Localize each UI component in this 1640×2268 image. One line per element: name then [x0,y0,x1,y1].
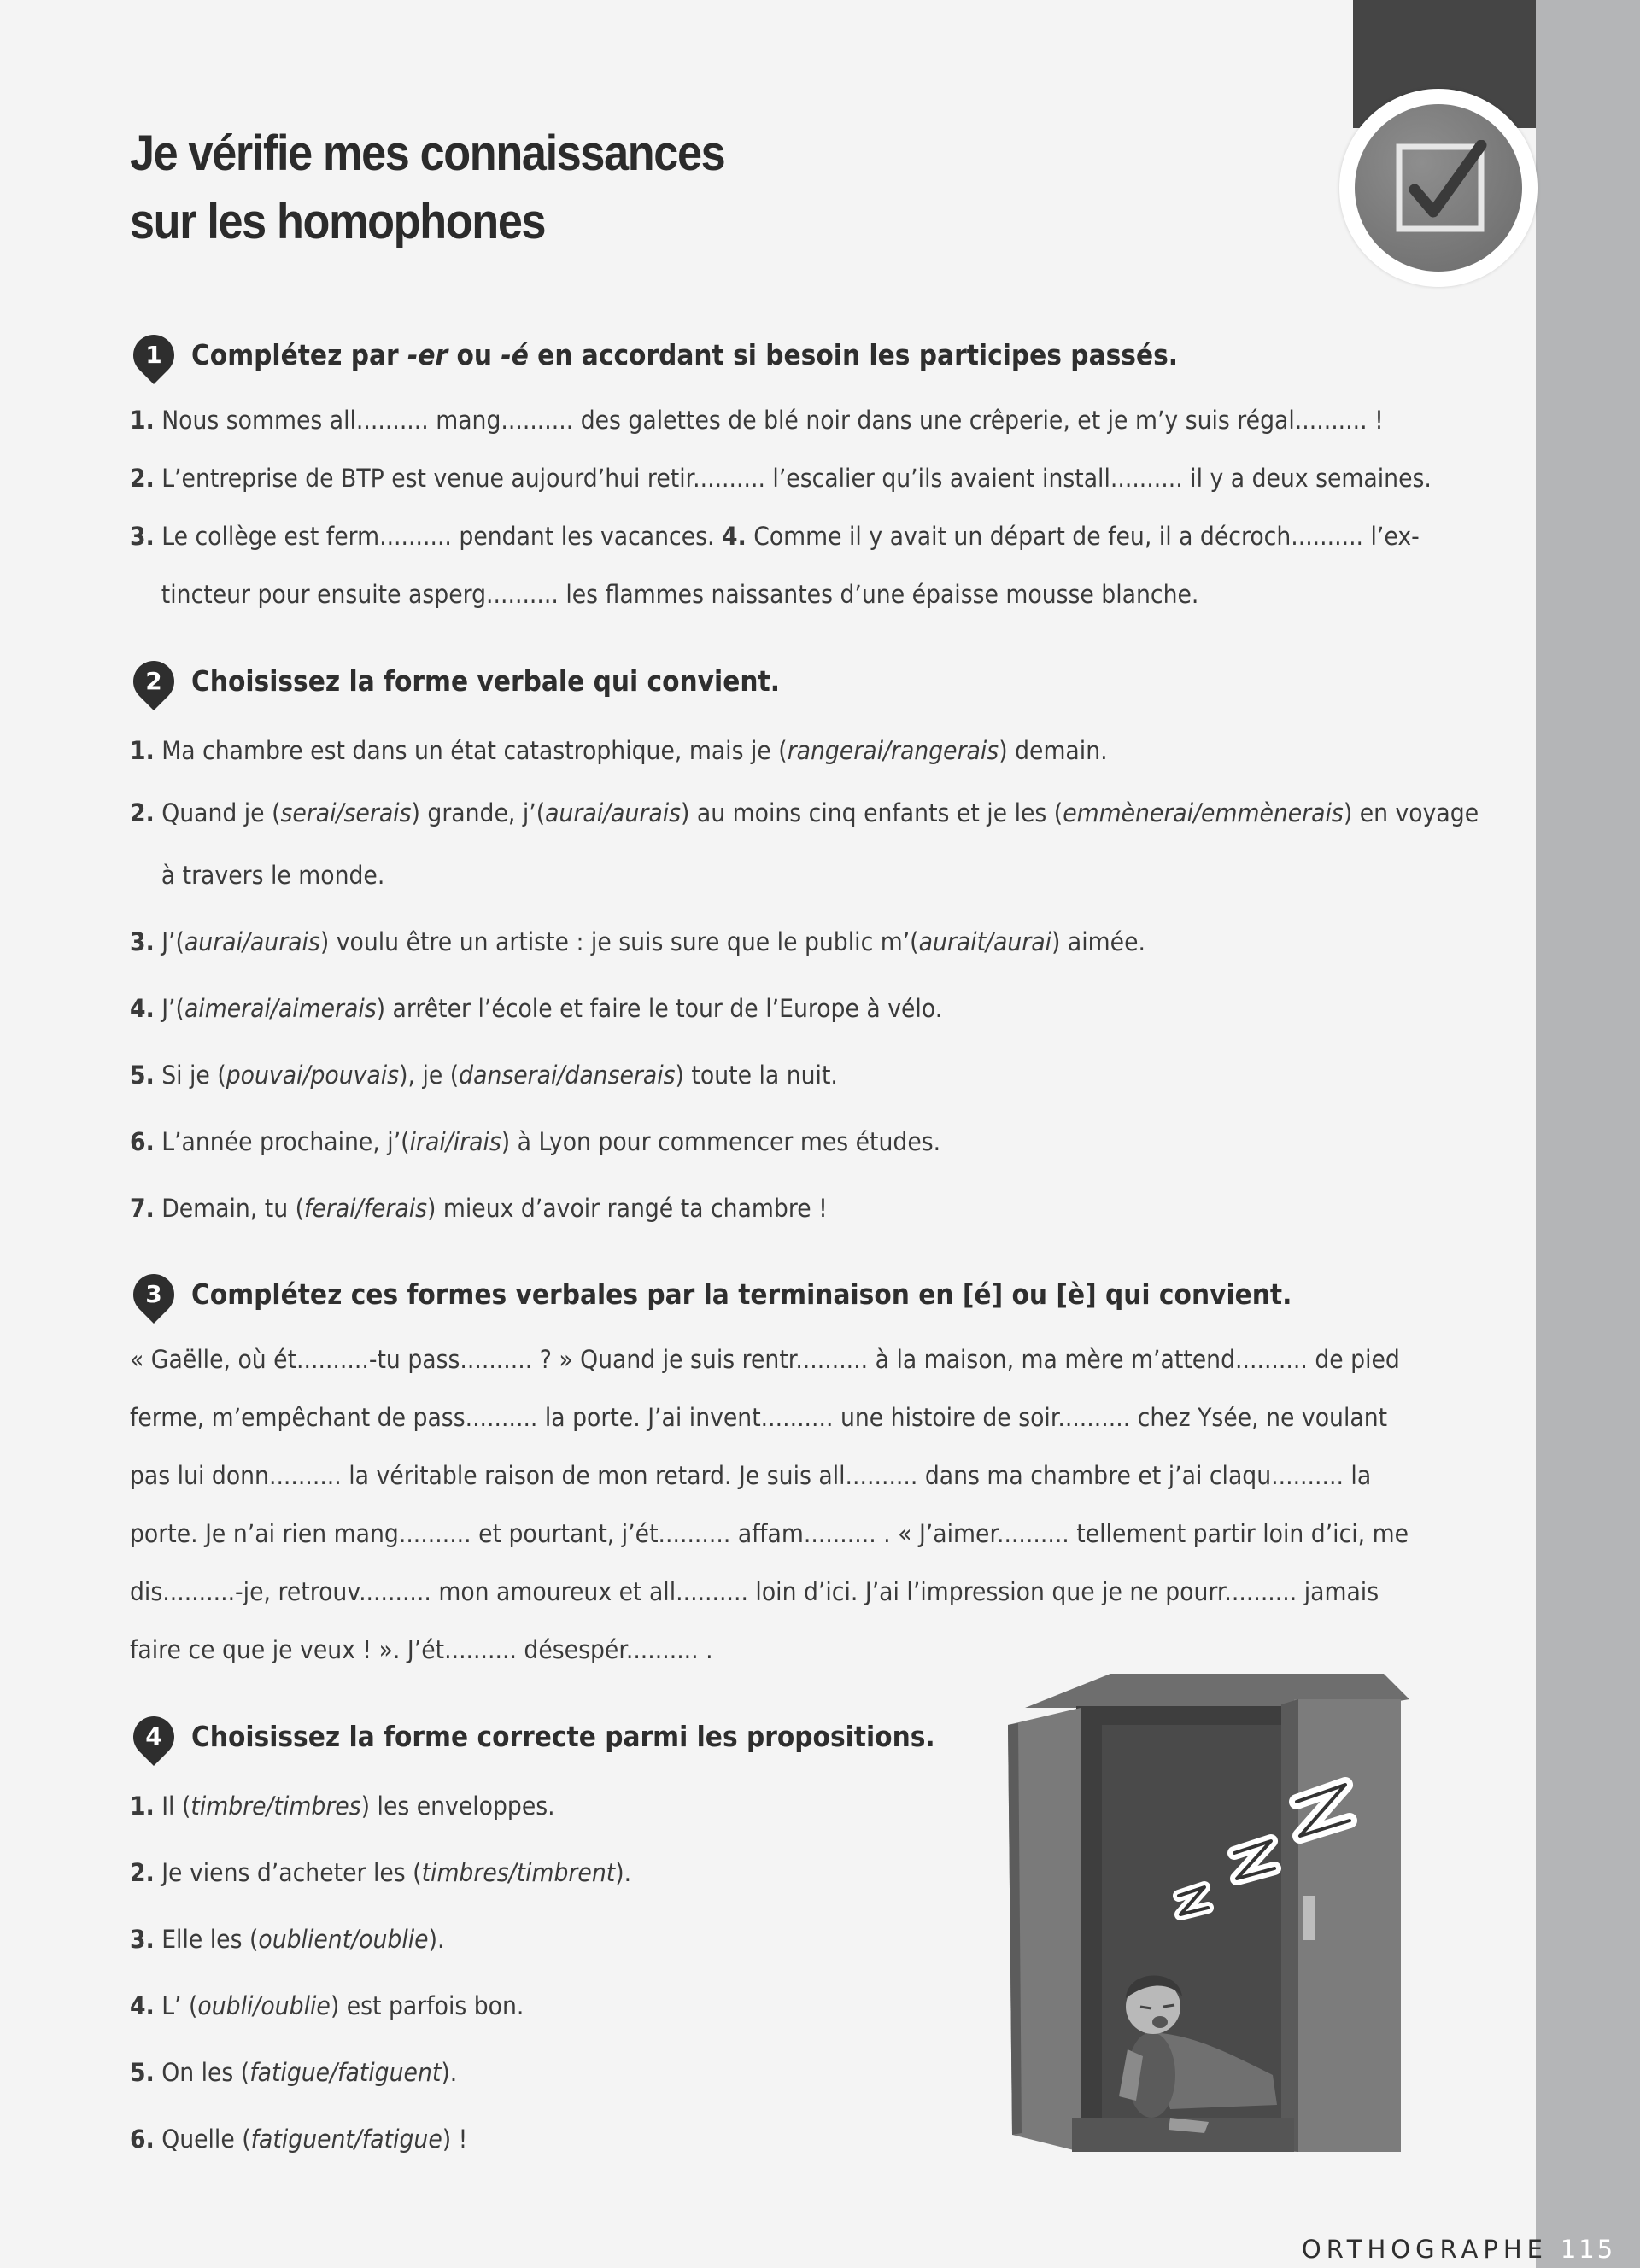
exercise-4-item-1: 1. Il (timbre/timbres) les enveloppes. [130,1792,555,1821]
exercise-3-text-line: dis..........-je, retrouv.......... mon amoureux et all.......... loin d’ici. J’ai l’impression que je ne pourr.......... jamais [130,1577,1379,1606]
exercise-1-item-2: 2. L’entreprise de BTP est venue aujourd’hui retir.......... l’escalier qu’ils avaient install.......... il y a deux semaines. [130,464,1432,493]
page-number: 115 [1560,2235,1616,2264]
page-sidebar [1536,0,1640,2268]
page-title-line-1: Je vérifie mes connaissances [130,126,725,181]
exercise-1-heading [130,331,1493,391]
exercise-2-item-6: 6. L’année prochaine, j’(irai/irais) à Lyon pour commencer mes études. [130,1127,941,1156]
exercise-3-title: Complétez ces formes verbales par la terminaison en [é] ou [è] qui convient. [191,1277,1292,1311]
page-title [130,120,1052,256]
checkmark-badge [1339,89,1538,287]
exercise-2-item-5: 5. Si je (pouvai/pouvais), je (danserai/danserais) toute la nuit. [130,1061,838,1090]
exercise-2-heading [130,658,1493,717]
exercise-number-marker: 4 [125,1708,183,1766]
page-title-line-2: sur les homophones [130,194,546,249]
exercise-1 [130,331,1493,623]
exercise-4-item-4: 4. L’ (oubli/oublie) est parfois bon. [130,1991,524,2020]
exercise-2 [130,658,1493,1242]
exercise-number-marker: 2 [125,652,183,710]
exercise-3-text-line: faire ce que je veux ! ». J’ét.......... désespér.......... . [130,1635,713,1664]
footer-section-label: ORTHOGRAPHE [1301,2235,1548,2264]
exercise-3-heading [130,1271,1493,1330]
exercise-4-title: Choisissez la forme correcte parmi les propositions. [191,1720,935,1753]
exercise-4-item-3: 3. Elle les (oublient/oublie). [130,1925,445,1954]
exercise-1-item-3: 3. Le collège est ferm.......... pendant les vacances. 4. Comme il y avait un départ de feu, il a décroch.......... l’ex- [130,522,1420,551]
exercise-1-item-3-cont: tincteur pour ensuite asperg.......... les flammes naissantes d’une épaisse mousse blanche. [161,580,1199,609]
exercise-number-marker: 1 [125,326,183,384]
exercise-3-text-line: « Gaëlle, où ét..........-tu pass.......... ? » Quand je suis rentr.......... à la maison, ma mère m’attend.......... de pied [130,1345,1400,1374]
exercise-4-item-2: 2. Je viens d’acheter les (timbres/timbrent). [130,1858,632,1887]
exercise-2-title: Choisissez la forme verbale qui convient. [191,664,780,698]
exercise-1-title: Complétez par -er ou -é en accordant si besoin les participes passés. [191,338,1179,371]
exercise-2-item-1: 1. Ma chambre est dans un état catastrophique, mais je (rangerai/rangerais) demain. [130,736,1108,765]
wardrobe-sleeping-illustration [999,1674,1426,2160]
exercise-2-item-2-cont: à travers le monde. [161,861,385,890]
exercise-3 [130,1271,1493,1679]
exercise-4-heading [130,1713,984,1773]
exercise-2-item-3: 3. J’(aurai/aurais) voulu être un artiste : je suis sure que le public m’(aurait/aurai) aimée. [130,927,1145,956]
exercise-2-item-2: 2. Quand je (serai/serais) grande, j’(aurai/aurais) au moins cinq enfants et je les (emmènerai/emmènerais) en voyage [130,798,1479,827]
exercise-2-item-4: 4. J’(aimerai/aimerais) arrêter l’école et faire le tour de l’Europe à vélo. [130,994,943,1023]
exercise-4-item-5: 5. On les (fatigue/fatiguent). [130,2058,458,2087]
exercise-3-text-line: ferme, m’empêchant de pass.......... la porte. J’ai invent.......... une histoire de soir.......... chez Ysée, ne voulant [130,1403,1388,1432]
exercise-number-marker: 3 [125,1266,183,1324]
exercise-3-text-line: pas lui donn.......... la véritable raison de mon retard. Je suis all.......... dans ma chambre et j’ai claqu.......... la [130,1461,1372,1490]
exercise-1-item-1: 1. Nous sommes all.......... mang.......... des galettes de blé noir dans une crêperie, et je m’y suis régal.......... ! [130,406,1384,435]
exercise-2-item-7: 7. Demain, tu (ferai/ferais) mieux d’avoir rangé ta chambre ! [130,1194,828,1223]
exercise-4 [130,1713,984,2172]
exercise-3-text-line: porte. Je n’ai rien mang.......... et pourtant, j’ét.......... affam.......... . « J’aimer.......... tellement partir loin d’ici, me [130,1519,1409,1548]
exercise-4-item-6: 6. Quelle (fatiguent/fatigue) ! [130,2125,468,2154]
checkbox-check-icon [1396,140,1490,234]
